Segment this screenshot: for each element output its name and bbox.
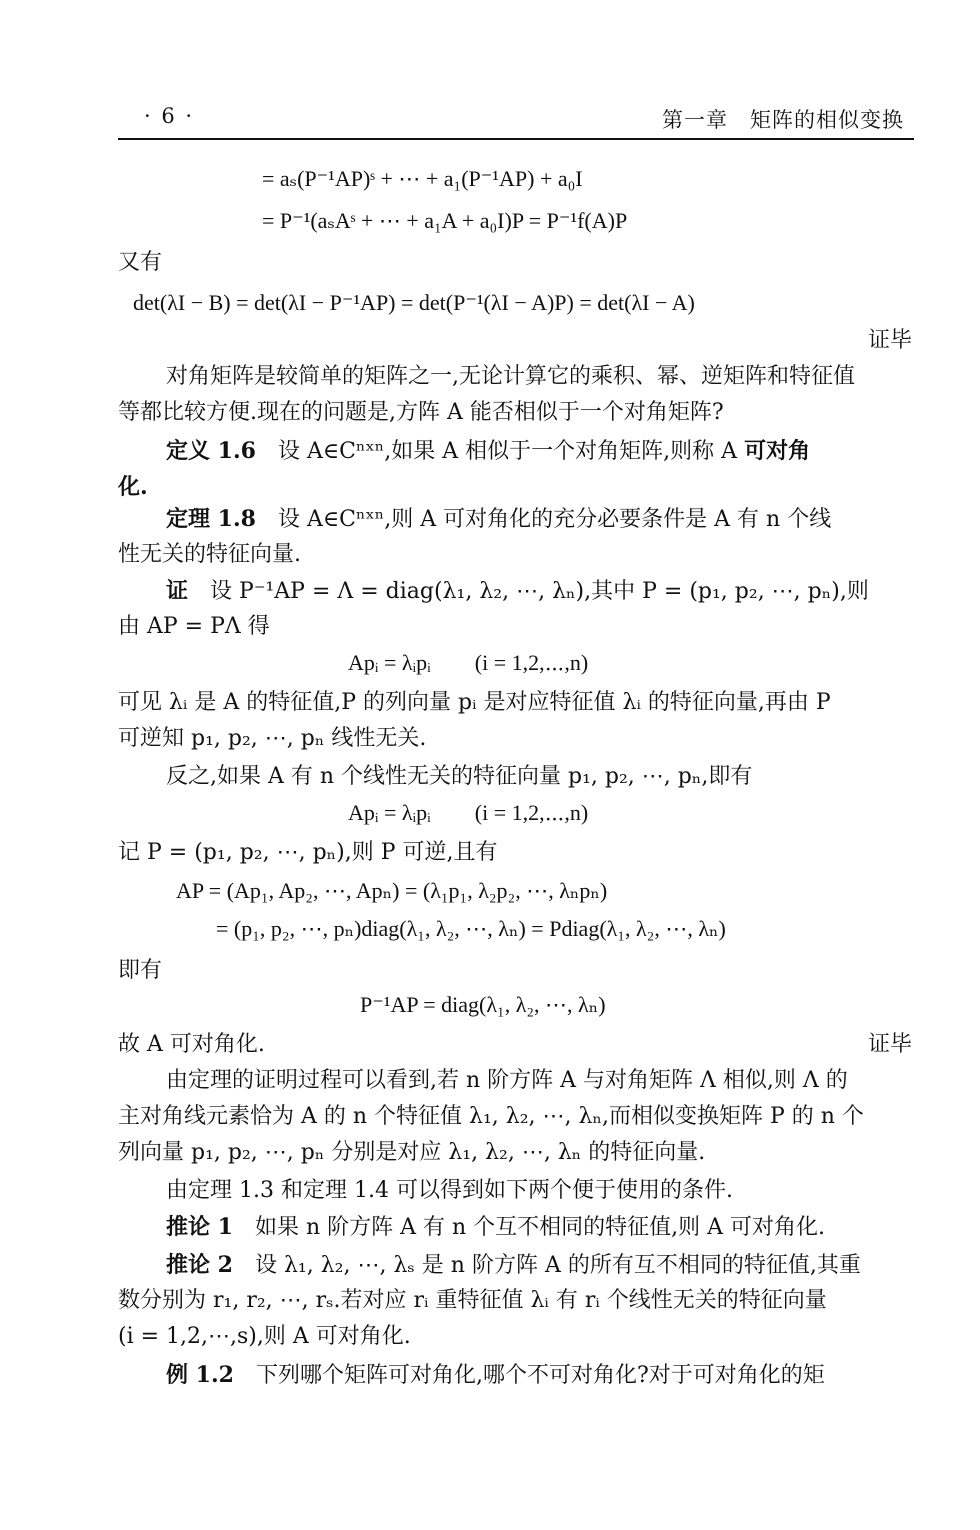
header-rule [118, 138, 914, 140]
definition-line: 化. [118, 474, 148, 500]
text-line: 即有 [118, 958, 163, 983]
equation-line: Apᵢ = λᵢpᵢ (i = 1,2,⋯,n) [348, 650, 589, 675]
proof-text: 设 P⁻¹AP = Λ = diag(λ₁, λ₂, ⋯, λₙ),其中 P = (p₁, p₂, ⋯, pₙ),则 [210, 579, 869, 604]
corollary-label: 推论 1 [166, 1214, 233, 1240]
conclusion-line: 故 A 可对角化. [118, 1032, 265, 1057]
proof-line: 由 AP = PΛ 得 [118, 614, 270, 639]
qed-mark: 证毕 [867, 328, 912, 353]
theorem-label: 定理 1.8 [166, 506, 256, 532]
definition-term: 可对角 [744, 438, 811, 464]
example-label: 例 1.2 [166, 1362, 234, 1388]
corollary-text: 如果 n 阶方阵 A 有 n 个互不相同的特征值,则 A 可对角化. [254, 1215, 826, 1240]
definition-text: 设 A∈Cⁿˣⁿ,如果 A 相似于一个对角矩阵,则称 A [277, 439, 738, 464]
equation-line: P⁻¹AP = diag(λ₁, λ₂, ⋯, λₙ) [360, 992, 606, 1017]
paragraph-line: 可逆知 p₁, p₂, ⋯, pₙ 线性无关. [118, 726, 427, 751]
text-line: 又有 [118, 250, 163, 275]
equation-line: = P⁻¹(aₛAˢ + ⋯ + a₁A + a₀I)P = P⁻¹f(A)P [262, 208, 628, 233]
corollary-line: (i = 1,2,⋯,s),则 A 可对角化. [118, 1324, 411, 1349]
equation-line: = (p₁, p₂, ⋯, pₙ)diag(λ₁, λ₂, ⋯, λₙ) = Pdiag(λ₁, λ₂, ⋯, λₙ) [216, 916, 726, 941]
proof-label: 证 [166, 578, 189, 604]
paragraph-line: 由定理的证明过程可以看到,若 n 阶方阵 A 与对角矩阵 Λ 相似,则 Λ 的 [166, 1068, 848, 1093]
example-line [166, 1360, 825, 1391]
chapter-title: 第一章 矩阵的相似变换 [662, 108, 904, 132]
corollary-line [166, 1212, 825, 1243]
page-number: · 6 · [144, 104, 195, 128]
theorem-line: 性无关的特征向量. [118, 542, 301, 567]
equation-line: det(λI − B) = det(λI − P⁻¹AP) = det(P⁻¹(λI − A)P) = det(λI − A) [133, 290, 695, 315]
equation-line: Apᵢ = λᵢpᵢ (i = 1,2,⋯,n) [348, 800, 589, 825]
example-text: 下列哪个矩阵可对角化,哪个不可对角化?对于可对角化的矩 [255, 1363, 825, 1388]
proof-line [166, 576, 869, 607]
definition-line [166, 436, 810, 467]
corollary-label: 推论 2 [166, 1252, 233, 1278]
theorem-line [166, 504, 831, 535]
qed-mark: 证毕 [867, 1032, 912, 1057]
equation-line: = aₛ(P⁻¹AP)ˢ + ⋯ + a₁(P⁻¹AP) + a₀I [262, 166, 583, 191]
definition-label: 定义 1.6 [166, 438, 256, 464]
paragraph-line: 记 P = (p₁, p₂, ⋯, pₙ),则 P 可逆,且有 [118, 840, 498, 865]
corollary-text: 设 λ₁, λ₂, ⋯, λₛ 是 n 阶方阵 A 的所有互不相同的特征值,其重 [254, 1253, 861, 1278]
corollary-line: 数分别为 r₁, r₂, ⋯, rₛ.若对应 rᵢ 重特征值 λᵢ 有 rᵢ 个线性无关的特征向量 [118, 1288, 827, 1313]
equation-line: AP = (Ap₁, Ap₂, ⋯, Apₙ) = (λ₁p₁, λ₂p₂, ⋯, λₙpₙ) [176, 878, 608, 903]
paragraph-line: 等都比较方便.现在的问题是,方阵 A 能否相似于一个对角矩阵? [118, 400, 724, 425]
theorem-text: 设 A∈Cⁿˣⁿ,则 A 可对角化的充分必要条件是 A 有 n 个线 [277, 507, 832, 532]
paragraph-line: 可见 λᵢ 是 A 的特征值,P 的列向量 pᵢ 是对应特征值 λᵢ 的特征向量,再由 P [118, 690, 831, 715]
paragraph-line: 列向量 p₁, p₂, ⋯, pₙ 分别是对应 λ₁, λ₂, ⋯, λₙ 的特征向量. [118, 1140, 706, 1165]
paragraph-line: 主对角线元素恰为 A 的 n 个特征值 λ₁, λ₂, ⋯, λₙ,而相似变换矩阵 P 的 n 个 [118, 1104, 864, 1129]
paragraph-line: 由定理 1.3 和定理 1.4 可以得到如下两个便于使用的条件. [166, 1178, 733, 1203]
corollary-line [166, 1250, 861, 1281]
paragraph-line: 反之,如果 A 有 n 个线性无关的特征向量 p₁, p₂, ⋯, pₙ,即有 [166, 764, 753, 789]
paragraph-line: 对角矩阵是较简单的矩阵之一,无论计算它的乘积、幂、逆矩阵和特征值 [166, 364, 855, 389]
